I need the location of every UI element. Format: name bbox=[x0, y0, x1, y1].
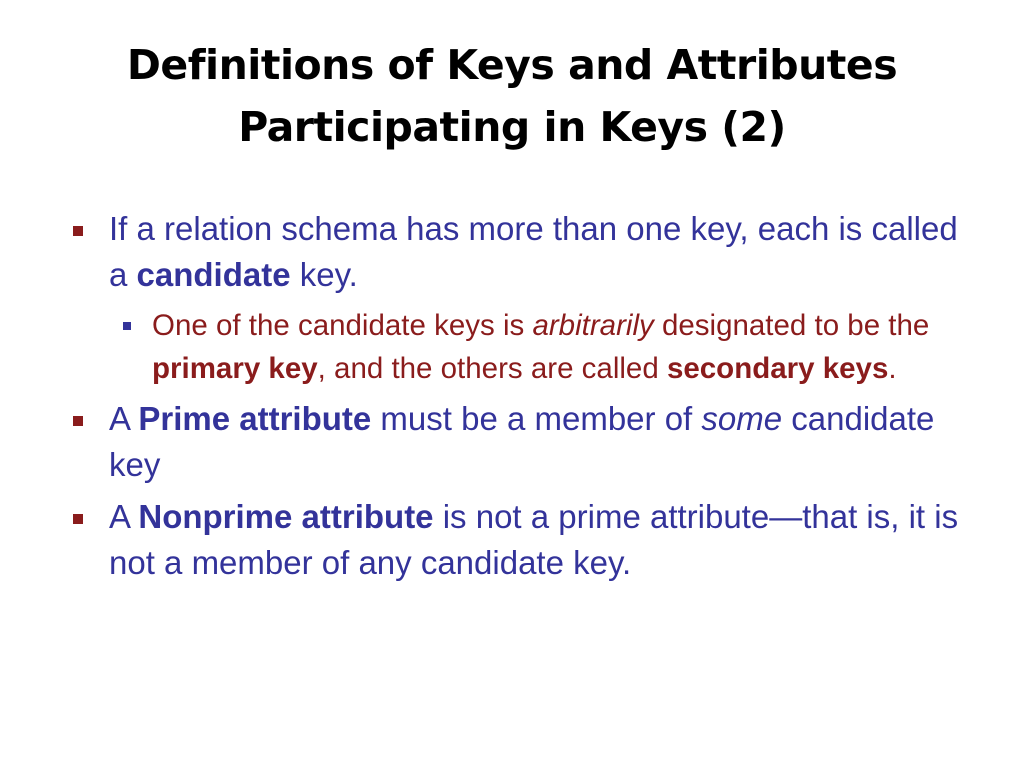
bullet-bold-term: Nonprime attribute bbox=[138, 498, 434, 535]
bullet-text: key. bbox=[290, 256, 358, 293]
sub-bullet-item-primary-key bbox=[70, 304, 970, 390]
sub-bullet-text: designated to be the bbox=[653, 309, 930, 342]
sub-bullet-italic-term: arbitrarily bbox=[532, 309, 654, 342]
sub-bullet-bold-term: primary key bbox=[152, 352, 318, 385]
square-bullet-icon bbox=[73, 514, 83, 524]
slide-title bbox=[60, 34, 964, 158]
bullet-text: A bbox=[109, 400, 139, 437]
bullet-bold-term: Prime attribute bbox=[138, 400, 372, 437]
bullet-italic-term: some bbox=[701, 400, 783, 437]
bullet-text: If a relation schema has more than one key, each is called a bbox=[109, 210, 958, 293]
sub-bullet-text: . bbox=[888, 352, 897, 385]
sub-bullet-text: One of the candidate keys is bbox=[152, 309, 533, 342]
square-bullet-icon bbox=[73, 226, 83, 236]
bullet-text: A bbox=[109, 498, 139, 535]
bullet-item-nonprime-attribute bbox=[70, 494, 970, 586]
bullet-text: must be a member of bbox=[371, 400, 702, 437]
sub-bullet-bold-term: secondary keys bbox=[666, 352, 889, 385]
title-line-2: Participating in Keys (2) bbox=[238, 103, 786, 151]
square-bullet-icon bbox=[123, 322, 131, 330]
bullet-text: is not a prime attribute—that is, it is not a member of any candidate key. bbox=[109, 498, 959, 581]
square-bullet-icon bbox=[73, 416, 83, 426]
sub-bullet-text: , and the others are called bbox=[317, 352, 667, 385]
bullet-item-candidate-key bbox=[70, 206, 970, 298]
bullet-text: candidate key bbox=[109, 400, 935, 483]
bullet-item-prime-attribute bbox=[70, 396, 970, 488]
bullet-bold-term: candidate bbox=[136, 256, 291, 293]
bullet-list bbox=[70, 206, 970, 592]
title-line-1: Definitions of Keys and Attributes bbox=[126, 41, 898, 89]
